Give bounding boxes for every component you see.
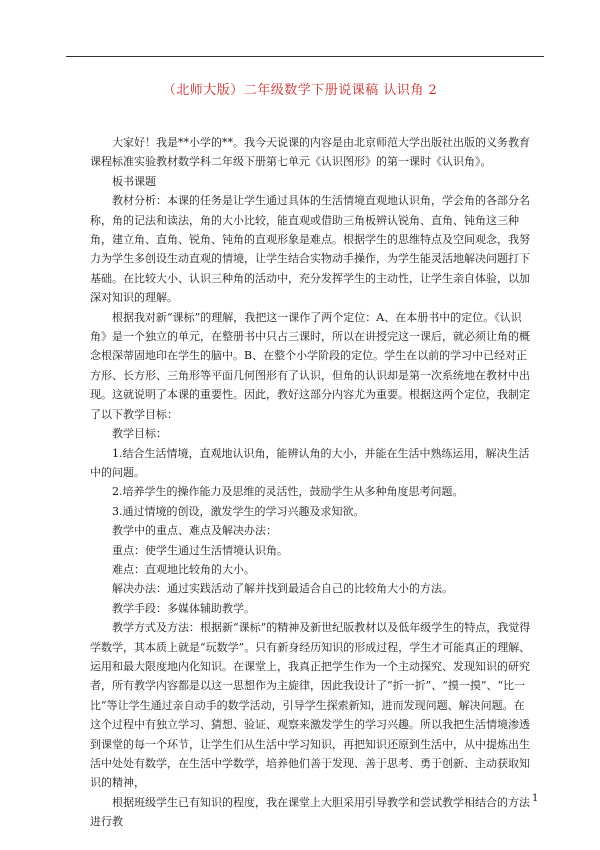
paragraph-goal-3: 3.通过情境的创设，激发学生的学习兴趣及求知欲。 xyxy=(112,504,365,518)
paragraph-solution: 解决办法：通过实践活动了解并找到最适合自己的比较角大小的方法。 xyxy=(112,582,453,596)
paragraph-board-title: 板书课题 xyxy=(112,174,156,188)
paragraph-class-level: 根据班级学生已有知识的程度，我在课堂上大胆采用引导教学和尝试教学相结合的方法进行教 xyxy=(90,795,530,829)
paragraph-difficulty: 难点：直观地比较角的大小。 xyxy=(112,562,255,576)
paragraph-teaching-means: 教学手段：多媒体辅助教学。 xyxy=(112,601,255,615)
paragraph-positioning: 根据我对新“课标”的理解，我把这一课作了两个定位：A、在本册书中的定位。《认识角》是一个独立的单元，在整册书中只占三课时，所以在讲授完这一课后，就必须让角的概念根深蒂固地印在学生的脑中。B、在整个小学阶段的定位。学生在以前的学习中已经对正方形、长方形、三角形等平面几何图形有了认识，但角的认识却是第一次系统地在教材中出现。这就说明了本课的重要性。因此，教好这部分内容尤为重要。根据这两个定位，我制定了以下教学目标： xyxy=(90,310,530,421)
paragraph-keypoints-heading: 教学中的重点、难点及解决办法： xyxy=(112,524,277,538)
document-body xyxy=(90,133,534,829)
header-rule xyxy=(66,56,544,57)
paragraph-intro: 大家好！我是**小学的**。我今天说课的内容是由北京师范大学出版社出版的义务教育课程标准实验教材数学科二年级下册第七单元《认识图形》的第一课时《认识角》。 xyxy=(90,136,530,169)
paragraph-goals-heading: 教学目标： xyxy=(112,427,167,441)
paragraph-textbook-analysis: 教材分析：本课的任务是让学生通过具体的生活情境直观地认识角，学会角的各部分名称，角的记法和读法，角的大小比较，能直观或借助三角板辨认锐角、直角、钝角这三种角，建立角、直角、锐角、钝角的直观形象是难点。根据学生的思维特点及空间观念，我努力为学生多创设生动直观的情境，让学生结合实物动手操作，为学生能灵活地解决问题打下基础。在比较大小、认识三种角的活动中，充分发挥学生的主动性，让学生亲自体验，以加深对知识的理解。 xyxy=(90,194,530,305)
paragraph-keypoint: 重点：使学生通过生活情境认识角。 xyxy=(112,543,288,557)
document-title: （北师大版）二年级数学下册说课稿 认识角 2 xyxy=(162,83,438,98)
paragraph-goal-2: 2.培养学生的操作能力及思维的灵活性，鼓励学生从多种角度思考问题。 xyxy=(112,485,464,499)
paragraph-goal-1: 1.结合生活情境，直观地认识角，能辨认角的大小，并能在生活中熟练运用，解决生活中的问题。 xyxy=(90,446,530,479)
paragraph-teaching-methods: 教学方式及方法：根据新“课标”的精神及新世纪版教材以及低年级学生的特点，我觉得学数学，其本质上就是“玩数学”。只有新身经历知识的形成过程，学生才可能真正的理解、运用和最大限度地内化知识。在课堂上，我真正把学生作为一个主动探究、发现知识的研究者，所有教学内容都是以这一思想作为主旋律，因此我设计了“折一折”、“摸一摸”、“比一比”等让学生通过亲自动手的数学活动，引导学生探索新知，进而发现问题、解决问题。在这个过程中有独立学习、猜想、验证、观察来激发学生的学习兴趣。所以我把生活情境渗透到课堂的每一个环节，让学生们从生活中学习知识，再把知识还原到生活中，从中提炼出生活中处处有数学，在生活中学数学，培养他们善于发现、善于思考、勇于创新、主动获取知识的精神， xyxy=(90,621,531,790)
page-number: 1 xyxy=(532,793,539,804)
